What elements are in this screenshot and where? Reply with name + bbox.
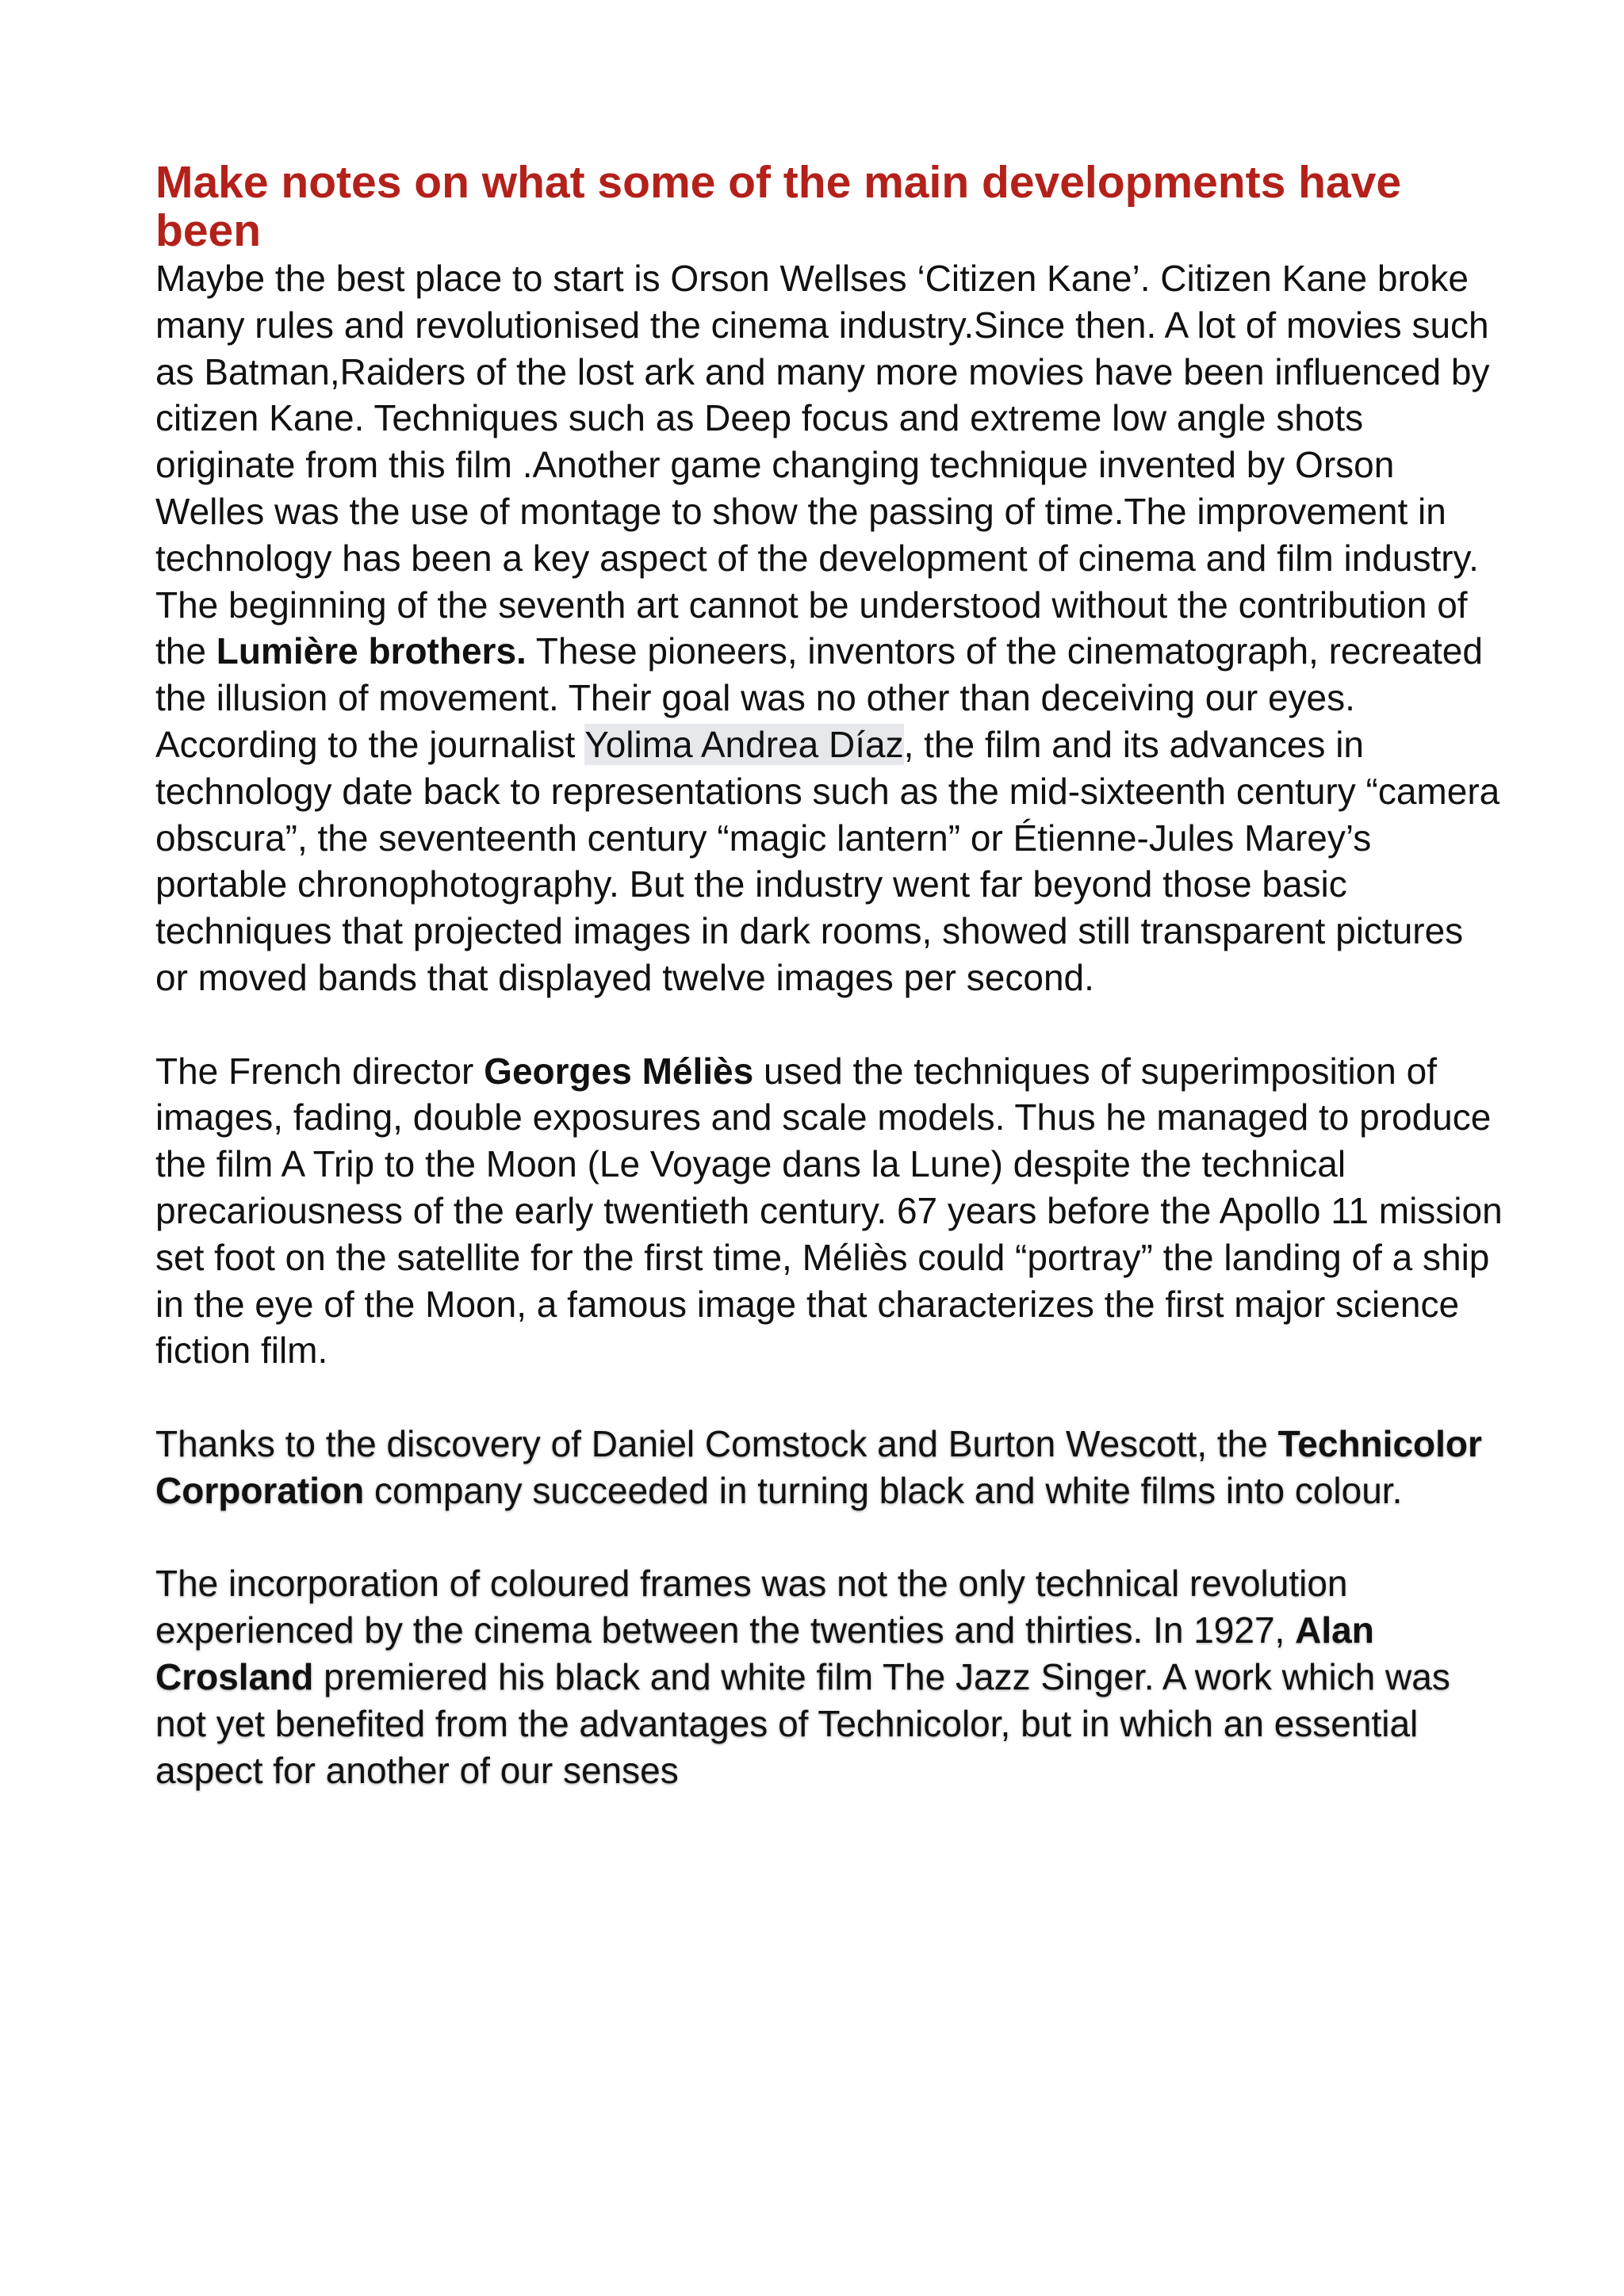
text-run: Thanks to the discovery of Daniel Comstock and Burton Wescott, the (155, 1422, 1278, 1464)
text-run: premiered his black and white film The Jazz Singer. A work which was not yet benefited from the advantages of Technicolor, but in which an essential aspect for another of our senses (155, 1655, 1450, 1791)
paragraph-citizen-kane: Maybe the best place to start is Orson Wellses ‘Citizen Kane’. Citizen Kane broke many rules and revolutionised the cinema industry.Since then. A lot of movies such as Batman,Raiders of the lost ark and many more movies have been influenced by citizen Kane. Techniques such as Deep focus and extreme low angle shots originate from this film .Another game changing technique invented by Orson Welles was the use of montage to show the passing of time.The improvement in technology has been a key aspect of the development of cinema and film industry. (155, 258, 1490, 579)
paragraph-jazz-singer (155, 1560, 1503, 1793)
text-run: The French director (155, 1050, 485, 1092)
document-page (155, 159, 1503, 1793)
text-run: , the film and its advances in technology date back to representations such as the mid-sixteenth century “camera obscura”, the seventeenth century “magic lantern” or Étienne-Jules Marey’s portable chronophotography. But the industry went far beyond those basic techniques that projected images in dark rooms, showed still transparent pictures or moved bands that displayed twelve images per second. (155, 723, 1500, 998)
paragraph-lumiere (155, 582, 1503, 1001)
page-title: Make notes on what some of the main developments have been (155, 157, 1402, 256)
text-run: The beginning of the seventh art cannot be understood without the contribution of the (155, 584, 1468, 672)
bold-name-technicolor: Technicolor Corporation (155, 1422, 1482, 1511)
highlighted-name: Yolima Andrea Díaz (584, 723, 904, 765)
text-run: company succeeded in turning black and white films into colour. (364, 1469, 1403, 1511)
bold-name-melies: Georges Méliès (484, 1050, 754, 1092)
paragraph-technicolor (155, 1421, 1503, 1514)
paragraph-melies (155, 1048, 1503, 1375)
text-run: used the techniques of superimposition of images, fading, double exposures and scale models. Thus he managed to produce the film A Trip to the Moon (Le Voyage dans la Lune) despite the technical precariousness of the early twentieth century. 67 years before the Apollo 11 mission set foot on the satellite for the first time, Méliès could “portray” the landing of a ship in the eye of the Moon, a famous image that characterizes the first major science fiction film. (155, 1050, 1503, 1372)
text-run: These pioneers, inventors of the cinematograph, recreated the illusion of movement. Their goal was no other than deceiving our eyes. According to the journalist (155, 630, 1483, 765)
text-run: The incorporation of coloured frames was not the only technical revolution experienced by the cinema between the twenties and thirties. In 1927, (155, 1563, 1348, 1651)
bold-name-lumiere: Lumière brothers. (216, 630, 527, 672)
bold-name-crosland: Alan Crosland (155, 1609, 1374, 1697)
